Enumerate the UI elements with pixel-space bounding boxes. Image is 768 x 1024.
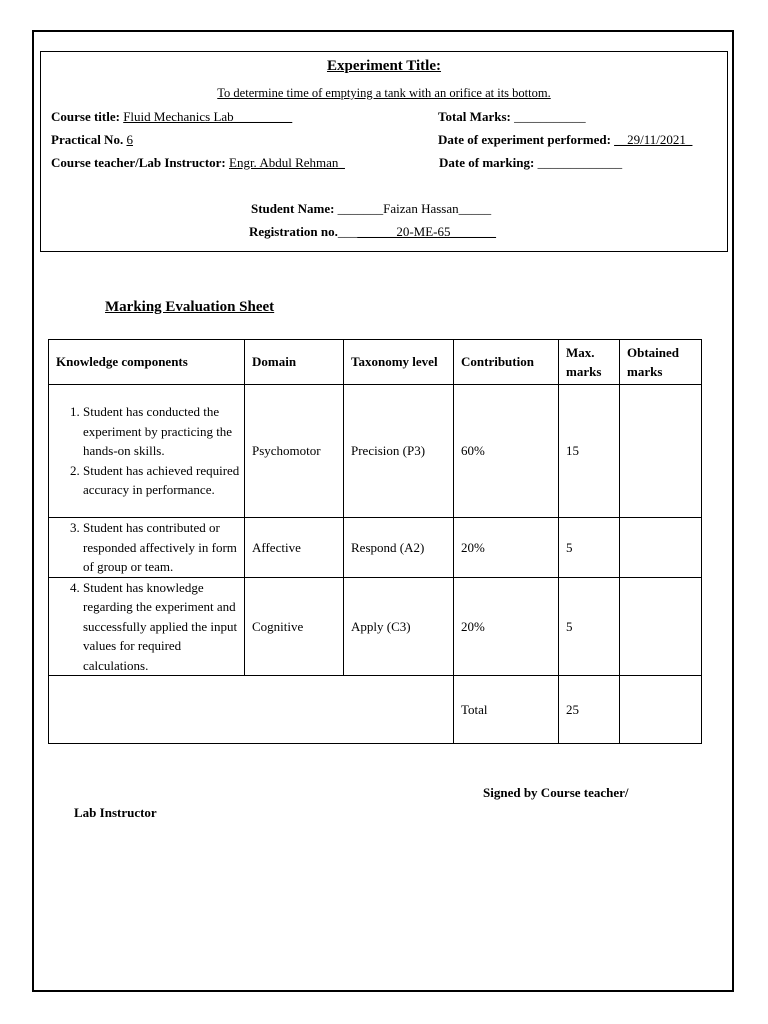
student-name-line	[251, 201, 491, 217]
header-obtained-marks: Obtained marks	[620, 340, 702, 385]
total-marks-line	[438, 109, 586, 125]
teacher-line	[51, 155, 345, 171]
knowledge-cell	[49, 577, 245, 676]
date-marking-label: Date of marking:	[439, 155, 538, 170]
taxonomy-cell: Respond (A2)	[344, 518, 454, 578]
table-total-row	[49, 676, 702, 744]
header-domain: Domain	[245, 340, 344, 385]
domain-cell: Psychomotor	[245, 385, 344, 518]
lab-instructor-label: Lab Instructor	[74, 805, 157, 820]
experiment-title: Experiment Title:	[326, 58, 442, 74]
registration-value: ______20-ME-65_______	[357, 224, 497, 239]
domain-cell: Cognitive	[245, 577, 344, 676]
date-experiment-label: Date of experiment performed:	[438, 132, 615, 147]
practical-line	[51, 132, 133, 148]
table-row	[49, 577, 702, 676]
total-blank-cell	[49, 676, 454, 744]
knowledge-item: 2. Student has achieved required accuracy in performance.	[83, 461, 244, 500]
total-marks-label: Total Marks:	[438, 109, 515, 124]
header-contribution: Contribution	[454, 340, 559, 385]
taxonomy-cell: Precision (P3)	[344, 385, 454, 518]
table-row	[49, 385, 702, 518]
registration-line	[249, 224, 496, 240]
total-marks-value: ___________	[514, 109, 586, 124]
experiment-subtitle: To determine time of emptying a tank with an orifice at its bottom.	[217, 86, 551, 100]
knowledge-item: 3. Student has contributed or responded affectively in form of group or team.	[83, 518, 244, 577]
registration-prefix: ___	[337, 224, 358, 239]
contribution-cell: 60%	[454, 385, 559, 518]
taxonomy-cell: Apply (C3)	[344, 577, 454, 676]
practical-label: Practical No.	[51, 132, 127, 147]
knowledge-cell	[49, 385, 245, 518]
registration-label: Registration no.	[249, 224, 338, 239]
total-label-cell: Total	[454, 676, 559, 744]
practical-value: 6	[126, 132, 133, 147]
date-marking-value: _____________	[537, 155, 623, 170]
header-knowledge-components: Knowledge components	[49, 340, 245, 385]
domain-cell: Affective	[245, 518, 344, 578]
table-row	[49, 518, 702, 578]
teacher-value: Engr. Abdul Rehman_	[229, 155, 345, 170]
max-marks-cell: 5	[559, 577, 620, 676]
date-experiment-line	[438, 132, 692, 148]
total-value-cell: 25	[559, 676, 620, 744]
course-title-label: Course title:	[51, 109, 124, 124]
total-obtained-cell[interactable]	[620, 676, 702, 744]
max-marks-cell: 15	[559, 385, 620, 518]
obtained-marks-cell[interactable]	[620, 385, 702, 518]
header-box	[40, 51, 728, 252]
knowledge-cell	[49, 518, 245, 578]
knowledge-item: 4. Student has knowledge regarding the experiment and successfully applied the input values for required calculations.	[83, 578, 244, 676]
teacher-label: Course teacher/Lab Instructor:	[51, 155, 229, 170]
signed-by-label: Signed by Course teacher/	[483, 785, 629, 800]
student-name-label: Student Name:	[251, 201, 338, 216]
marking-sheet-title: Marking Evaluation Sheet	[105, 299, 275, 315]
course-title-value: Fluid Mechanics Lab_________	[123, 109, 293, 124]
table-header-row	[49, 340, 702, 385]
date-marking-line	[439, 155, 622, 171]
marking-table	[48, 339, 702, 744]
obtained-marks-cell[interactable]	[620, 577, 702, 676]
knowledge-item: 1. Student has conducted the experiment by practicing the hands-on skills.	[83, 402, 244, 461]
course-title-line	[51, 109, 292, 125]
header-taxonomy-level: Taxonomy level	[344, 340, 454, 385]
contribution-cell: 20%	[454, 518, 559, 578]
date-experiment-value: __29/11/2021_	[614, 132, 693, 147]
max-marks-cell: 5	[559, 518, 620, 578]
obtained-marks-cell[interactable]	[620, 518, 702, 578]
student-name-value: _______Faizan Hassan_____	[337, 201, 492, 216]
header-max-marks: Max. marks	[559, 340, 620, 385]
contribution-cell: 20%	[454, 577, 559, 676]
